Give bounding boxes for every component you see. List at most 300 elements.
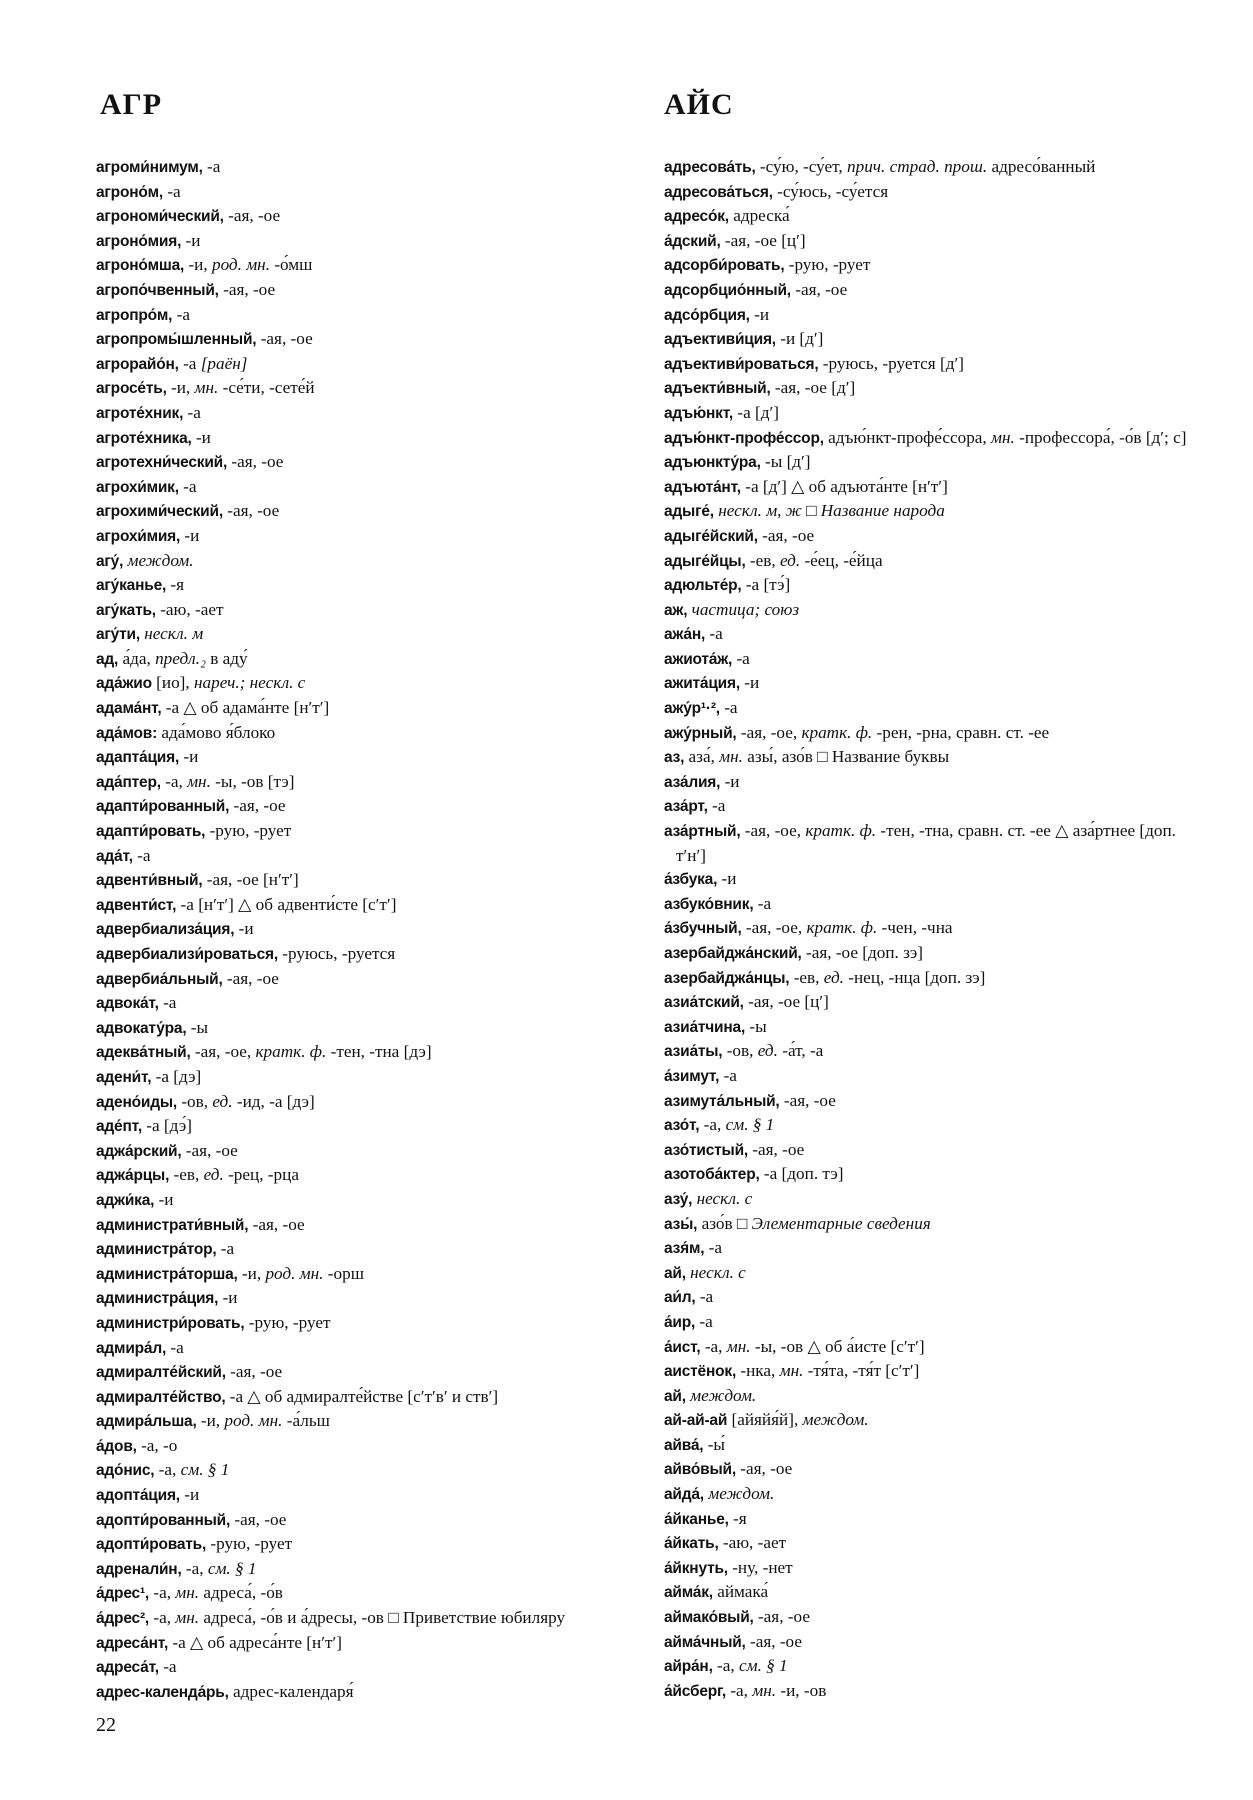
entry-forms: -а (158, 993, 177, 1013)
entry-headword: адсорби́ровать, (664, 257, 785, 275)
entry-forms: -ая, -ое (779, 1090, 836, 1110)
dictionary-entry (96, 794, 626, 819)
entry-forms: -ая, -ое, (190, 1042, 256, 1062)
entry-headword: азербайджа́нский, (664, 945, 802, 962)
entry-headword: ай-ай-ай (664, 1412, 728, 1430)
entry-headword: адюльте́р, (664, 577, 742, 595)
dictionary-entry (96, 1040, 626, 1065)
dictionary-entry (664, 1015, 1194, 1040)
entry-forms: -ы (745, 1016, 767, 1036)
entry-forms: -а [дʹ] △ об адъюта́нте [нʹтʹ] (740, 476, 948, 496)
entry-grammar-note: ед. (203, 1165, 224, 1185)
entry-headword: адреса́нт, (96, 1634, 169, 1652)
dictionary-entry (664, 1212, 1194, 1237)
entry-headword: агу́ти, (96, 626, 140, 644)
entry-headword: аза́лия, (664, 773, 721, 791)
entry-forms: -ая, -ое (181, 1140, 238, 1160)
dictionary-entry (664, 1285, 1194, 1310)
entry-forms-extra: -а́т, -а (777, 1041, 824, 1061)
entry-forms-extra: -рец, -рца (223, 1165, 299, 1185)
entry-forms: -и (720, 771, 740, 791)
dictionary-entry (96, 1360, 626, 1385)
entry-forms: -ая, -ое (225, 1362, 283, 1382)
dictionary-entry (664, 892, 1194, 917)
entry-forms-extra: -ы, -ов △ об а́исте [сʹтʹ] (750, 1336, 925, 1356)
dictionary-entry (664, 819, 1194, 867)
entry-grammar-note: мн. (991, 427, 1015, 447)
entry-forms: -а (183, 402, 201, 422)
entry-forms: -и (218, 1288, 238, 1308)
entry-forms: -ая, -ое (230, 1509, 287, 1529)
entry-forms-extra: в аду́ (205, 648, 248, 668)
entry-forms: -ая, -ое [цʹ] (743, 992, 829, 1012)
dictionary-entry (664, 352, 1194, 377)
entry-forms: -а [дэ] (151, 1066, 202, 1086)
entry-headword: адъективи́роваться, (664, 355, 819, 373)
entry-headword: агропромы́шленный, (96, 331, 257, 349)
entry-headword: агрохи́мия, (96, 527, 181, 545)
entry-forms: -су́юсь, -су́ется (772, 181, 889, 201)
entry-headword: ад, (96, 650, 119, 668)
dictionary-entry (664, 745, 1194, 770)
entry-forms: -и (191, 427, 211, 447)
entry-grammar-note: см. § 1 (207, 1558, 257, 1578)
dictionary-entry (664, 1335, 1194, 1360)
entry-forms: -и (180, 525, 200, 545)
entry-grammar-note: междом. (802, 1410, 869, 1430)
entry-forms: -ая, -ое (227, 452, 284, 472)
entry-headword: а́збука, (664, 871, 718, 889)
dictionary-entry (96, 1385, 626, 1410)
entry-headword: адапти́рованный, (96, 798, 230, 816)
entry-headword: айма́к, (664, 1584, 713, 1602)
dictionary-entry (664, 770, 1194, 795)
entry-headword: агроми́нимум, (96, 159, 203, 176)
entry-forms: -а (753, 893, 772, 913)
entry-forms: -ов, (177, 1091, 213, 1111)
dictionary-entry (96, 1163, 626, 1188)
entry-forms: -ая, -ое, (740, 821, 806, 841)
entry-headword: айда́, (664, 1486, 704, 1504)
entry-forms: -и, (196, 1411, 225, 1431)
dictionary-entry (96, 1213, 626, 1238)
entry-grammar-note: мн. (719, 747, 743, 767)
dictionary-entry (96, 721, 626, 746)
entry-headword: аи́л, (664, 1289, 696, 1307)
entry-headword: азербайджа́нцы, (664, 969, 790, 987)
entry-headword: агу́кать, (96, 601, 156, 619)
entry-forms: -а [доп. тэ] (759, 1164, 844, 1184)
dictionary-entry (664, 1679, 1194, 1704)
entry-forms: -а, (181, 1558, 208, 1578)
entry-grammar-note: предл.₂ (155, 648, 206, 668)
dictionary-entry (96, 524, 626, 549)
entry-forms: -ну, -нет (727, 1557, 793, 1577)
entry-headword: адъю́нкт, (664, 404, 734, 422)
dictionary-entry (96, 1631, 626, 1656)
entry-forms: -и (179, 1485, 200, 1505)
entry-forms-extra: -орш (323, 1263, 364, 1283)
entry-forms: -и, (166, 378, 195, 398)
entry-headword: агу́, (96, 552, 124, 570)
dictionary-entry (96, 1016, 626, 1041)
dictionary-entry (664, 794, 1194, 819)
entry-forms-extra: -профессора́, -о́в [дʹ; с] (1014, 427, 1187, 447)
dictionary-entry (664, 1236, 1194, 1261)
entry-forms: -ая, -ое [дʹ] (770, 378, 856, 398)
entry-forms: -руюсь, -руется (277, 944, 396, 963)
dictionary-entry (664, 1359, 1194, 1384)
entry-headword: а́йкнуть, (664, 1559, 728, 1577)
dictionary-entry (96, 499, 626, 524)
entry-forms: -и, (184, 255, 212, 275)
entry-headword: агроте́хник, (96, 404, 184, 422)
entry-forms: -рую, -рует (206, 1534, 293, 1554)
entry-grammar-note: ед. (823, 967, 844, 987)
entry-forms: -а, (149, 1583, 176, 1603)
left-column (96, 155, 626, 1704)
entry-headword: агу́канье, (96, 577, 167, 595)
dictionary-entry (96, 868, 626, 893)
entry-headword: аза́рт, (664, 798, 708, 816)
entry-headword: адыге́, (664, 503, 714, 521)
dictionary-entry (664, 1039, 1194, 1064)
entry-headword: администри́ровать, (96, 1314, 245, 1332)
entry-grammar-note: ед. (779, 550, 801, 570)
entry-headword: ай, (664, 1387, 686, 1405)
entry-forms-extra: адреса́, -о́в (199, 1583, 283, 1603)
entry-headword: адыге́йцы, (664, 552, 746, 570)
entry-headword: адени́т, (96, 1068, 152, 1086)
entry-forms: -а, (700, 1336, 727, 1356)
entry-headword: адама́нт, (96, 700, 162, 718)
entry-forms: -и (234, 919, 254, 939)
dictionary-entry (664, 1654, 1194, 1679)
entry-headword: айво́вый, (664, 1461, 736, 1479)
entry-forms: -аю, -ает (718, 1533, 787, 1553)
entry-forms: -ая, -ое (256, 329, 313, 349)
entry-headword: азо́тистый, (664, 1141, 748, 1159)
entry-forms-extra: -ы, -ов [тэ] (210, 771, 295, 791)
entry-grammar-note: мн. (194, 378, 219, 398)
entry-headword: ажу́р¹·², (664, 700, 720, 718)
dictionary-entry (96, 598, 626, 623)
entry-headword: ада́т, (96, 847, 133, 865)
entry-forms: -ы́ (703, 1434, 725, 1454)
dictionary-entry (664, 1507, 1194, 1532)
entry-forms: -ая, -ое (745, 1631, 802, 1651)
entry-headword: азотоба́ктер, (664, 1166, 760, 1184)
entry-headword: аджа́рцы, (96, 1167, 170, 1185)
dictionary-entry (96, 917, 626, 942)
dictionary-entry (664, 1531, 1194, 1556)
entry-headword: азиа́тский, (664, 994, 744, 1012)
entry-forms-extra: -рен, -рна, сравн. ст. -ее (872, 722, 1050, 742)
entry-forms: -и (749, 304, 770, 324)
dictionary-entry (96, 1090, 626, 1115)
dictionary-entry (96, 549, 626, 574)
entry-forms: -ы (186, 1017, 208, 1037)
entry-headword: агрохими́ческий, (96, 503, 223, 521)
entry-forms: -а (704, 1238, 722, 1258)
entry-grammar-note: нескл. м, ж □ Название народа (718, 501, 945, 521)
dictionary-entry (664, 647, 1194, 672)
dictionary-entry (664, 1580, 1194, 1605)
entry-grammar-note: междом. (127, 550, 194, 570)
dictionary-entry (664, 573, 1194, 598)
entry-grammar-note: нескл. м (144, 624, 204, 644)
entry-headword: ада́жио (96, 675, 152, 693)
entry-headword: а́ир, (664, 1313, 696, 1331)
dictionary-entry (96, 1655, 626, 1680)
dictionary-entry (96, 426, 626, 451)
entry-headword: агроно́мша, (96, 257, 185, 275)
dictionary-entry (96, 622, 626, 647)
entry-forms: -ая, -ое [нʹтʹ] (202, 870, 299, 890)
entry-forms: -ая, -ое (790, 279, 848, 299)
dictionary-entry (96, 942, 626, 967)
entry-headword: агроте́хника, (96, 429, 192, 447)
dictionary-entry (664, 1113, 1194, 1138)
entry-headword: аза́ртный, (664, 823, 741, 841)
entry-headword: администрати́вный, (96, 1216, 249, 1234)
entry-headword: адресова́ть, (664, 159, 756, 176)
dictionary-entry (664, 867, 1194, 892)
entry-forms: -а (695, 1311, 713, 1331)
entry-forms: -а, (712, 1656, 739, 1676)
dictionary-entry (96, 155, 626, 180)
entry-grammar-note: кратк. ф. (805, 821, 877, 841)
dictionary-entry (664, 1408, 1194, 1433)
entry-grammar-note: род. мн. (211, 255, 271, 275)
dictionary-entry (664, 155, 1194, 180)
entry-headword: азя́м, (664, 1240, 705, 1258)
entry-forms: -а (178, 476, 197, 496)
entry-forms: -а (695, 1287, 714, 1307)
entry-headword: азиа́тчина, (664, 1018, 746, 1036)
dictionary-entry (664, 1064, 1194, 1089)
entry-headword: айма́чный, (664, 1633, 746, 1651)
entry-headword: а́йканье, (664, 1510, 729, 1528)
entry-headword: ажита́ция, (664, 675, 740, 693)
dictionary-entry (664, 475, 1194, 500)
entry-forms: -а, (699, 1115, 726, 1135)
entry-forms: аза́, (684, 747, 720, 767)
entry-forms: -а (132, 845, 151, 865)
entry-grammar-note: см. § 1 (180, 1460, 230, 1480)
entry-headword: а́дрес¹, (96, 1585, 150, 1603)
entry-headword: агрорайо́н, (96, 355, 179, 373)
dictionary-entry (664, 549, 1194, 574)
dictionary-entry (664, 278, 1194, 303)
dictionary-entry (96, 352, 626, 377)
entry-grammar-note: прич. страд. прош. (847, 157, 988, 176)
entry-headword: администра́тор, (96, 1241, 217, 1259)
entry-forms: -нка, (736, 1361, 780, 1381)
entry-forms-extra: азы́, азо́в □ Название буквы (742, 747, 950, 767)
dictionary-entry (96, 401, 626, 426)
entry-headword: а́дрес², (96, 1610, 150, 1628)
entry-forms: [айяйя́й], (727, 1410, 803, 1430)
entry-grammar-note: мн. (175, 1583, 200, 1603)
entry-forms-extra: -тя́та, -тя́т [сʹтʹ] (803, 1361, 920, 1381)
dictionary-entry (664, 696, 1194, 721)
dictionary-entry (664, 941, 1194, 966)
dictionary-entry (96, 819, 626, 844)
entry-headword: агротехни́ческий, (96, 454, 228, 472)
dictionary-entry (664, 180, 1194, 205)
entry-headword: адмиралте́йство, (96, 1388, 226, 1406)
entry-forms: -ая, -ое (223, 206, 281, 226)
dictionary-entry (96, 696, 626, 721)
entry-headword: айра́н, (664, 1658, 713, 1676)
entry-forms: -и (181, 230, 201, 250)
dictionary-entry (96, 745, 626, 770)
entry-forms: -ая, -ое (248, 1214, 305, 1234)
entry-forms: -а (158, 1657, 177, 1677)
entry-headword: агропро́м, (96, 306, 173, 324)
dictionary-entry (96, 844, 626, 869)
dictionary-entry (96, 1581, 626, 1606)
entry-grammar-note: нескл. с (690, 1262, 746, 1282)
dictionary-entry (664, 253, 1194, 278)
dictionary-entry (96, 1557, 626, 1582)
entry-grammar-note: ед. (212, 1091, 233, 1111)
dictionary-entry (96, 1532, 626, 1557)
dictionary-entry (96, 253, 626, 278)
dictionary-entry (664, 327, 1194, 352)
entry-grammar-note: см. § 1 (738, 1656, 788, 1676)
entry-grammar-note: междом. (690, 1385, 757, 1405)
entry-forms: -а (166, 1337, 184, 1357)
dictionary-entry (664, 1162, 1194, 1187)
dictionary-entry (96, 1434, 626, 1459)
entry-forms: -рую, -рует (244, 1312, 331, 1332)
entry-headword: аймако́вый, (664, 1609, 754, 1627)
entry-headword: аж, (664, 601, 688, 619)
entry-headword: адъюта́нт, (664, 478, 741, 496)
dictionary-entry (96, 573, 626, 598)
dictionary-entry (96, 1139, 626, 1164)
entry-forms-extra: -а́льш (282, 1411, 330, 1431)
entry-forms: -а, (154, 1460, 181, 1480)
entry-forms: [ио], (151, 673, 195, 693)
entry-headword: а́йкать, (664, 1535, 719, 1553)
dictionary-entry (664, 229, 1194, 254)
entry-forms: -и [дʹ] (775, 329, 824, 349)
entry-grammar-note: Элементарные сведения (751, 1213, 931, 1233)
entry-headword: аджи́ка, (96, 1191, 155, 1209)
dictionary-entry (96, 893, 626, 918)
entry-headword: адъективи́ция, (664, 331, 776, 349)
entry-forms-extra: -тен, -тна [дэ] (326, 1042, 432, 1062)
page-header-right: АЙС (664, 88, 734, 121)
entry-headword: агропо́чвенный, (96, 281, 219, 299)
entry-grammar-note: нескл. с (696, 1188, 753, 1208)
dictionary-entry (96, 180, 626, 205)
entry-forms: -я (166, 575, 185, 595)
entry-headword: адмиралте́йский, (96, 1364, 226, 1382)
entry-forms: ада́мово я́блоко (157, 722, 276, 742)
dictionary-entry (664, 426, 1194, 451)
entry-grammar-note: род. мн. (224, 1411, 283, 1431)
entry-headword: агроно́мия, (96, 232, 182, 250)
dictionary-entry (96, 303, 626, 328)
entry-forms: а́да, (118, 648, 156, 668)
dictionary-entry (664, 990, 1194, 1015)
dictionary-entry (96, 204, 626, 229)
dictionary-entry (664, 1433, 1194, 1458)
entry-forms: -рую, -рует (784, 255, 871, 275)
entry-headword: азбуко́вник, (664, 895, 754, 913)
dictionary-entry (664, 1556, 1194, 1581)
entry-headword: азиа́ты, (664, 1043, 723, 1061)
entry-forms: адрес-календаря́ (228, 1681, 354, 1701)
entry-headword: ай, (664, 1264, 686, 1282)
entry-headword: а́збучный, (664, 920, 742, 938)
entry-headword: адвока́т, (96, 995, 159, 1013)
entry-headword: айва́, (664, 1436, 704, 1454)
dictionary-entry (96, 1508, 626, 1533)
entry-headword: адрес-календа́рь, (96, 1683, 229, 1701)
dictionary-entry (96, 1262, 626, 1287)
dictionary-entry (664, 450, 1194, 475)
entry-grammar-note: род. мн. (265, 1263, 324, 1283)
entry-forms: -а (707, 796, 726, 816)
dictionary-entry (664, 1261, 1194, 1286)
dictionary-entry (664, 1187, 1194, 1212)
dictionary-entry (96, 376, 626, 401)
entry-headword: адвербиализи́роваться, (96, 946, 278, 963)
entry-headword: адвербиа́льный, (96, 970, 223, 988)
entry-forms: -и (154, 1189, 174, 1209)
entry-headword: аистёнок, (664, 1363, 737, 1381)
entry-headword: администра́торша, (96, 1265, 238, 1283)
entry-forms: -ая, -ое (222, 501, 280, 521)
dictionary-entry (664, 303, 1194, 328)
dictionary-entry (664, 1384, 1194, 1409)
entry-forms: -а △ об адмиралте́йстве [сʹтʹвʹ и ствʹ] (225, 1386, 499, 1406)
entry-grammar-note: мн. (187, 771, 211, 791)
dictionary-entry (96, 1606, 626, 1631)
entry-forms: -а, (160, 771, 188, 791)
entry-headword: адвенти́вный, (96, 872, 203, 890)
entry-forms: -ая, -ое (222, 968, 279, 988)
entry-headword: аджа́рский, (96, 1142, 182, 1160)
dictionary-entry (96, 1458, 626, 1483)
entry-forms: -и (739, 673, 760, 693)
entry-headword: азимута́льный, (664, 1092, 780, 1110)
entry-forms-extra: -ид, -а [дэ] (232, 1091, 315, 1111)
entry-forms: -а △ об адреса́нте [нʹтʹ] (168, 1632, 342, 1652)
dictionary-entry (664, 1089, 1194, 1114)
entry-headword: ажиота́ж, (664, 650, 733, 668)
entry-headword: адъюнкту́ра, (664, 454, 761, 472)
entry-grammar-note: см. § 1 (725, 1115, 775, 1135)
entry-headword: адренали́н, (96, 1560, 182, 1578)
entry-forms: -ев, (789, 967, 824, 987)
entry-headword: аз, (664, 749, 685, 767)
entry-forms: -ая, -ое (218, 279, 276, 299)
entry-forms-extra: -се́ти, -сете́й (218, 378, 315, 398)
dictionary-entry (96, 671, 626, 696)
entry-forms: -ая, -ое [доп. зэ] (801, 943, 924, 962)
entry-forms: -су́ю, -су́ет, (755, 157, 847, 176)
entry-headword: адмира́л, (96, 1339, 167, 1357)
entry-headword: агросе́ть, (96, 380, 167, 398)
entry-headword: ада́мов: (96, 724, 158, 742)
dictionary-entry (664, 1457, 1194, 1482)
